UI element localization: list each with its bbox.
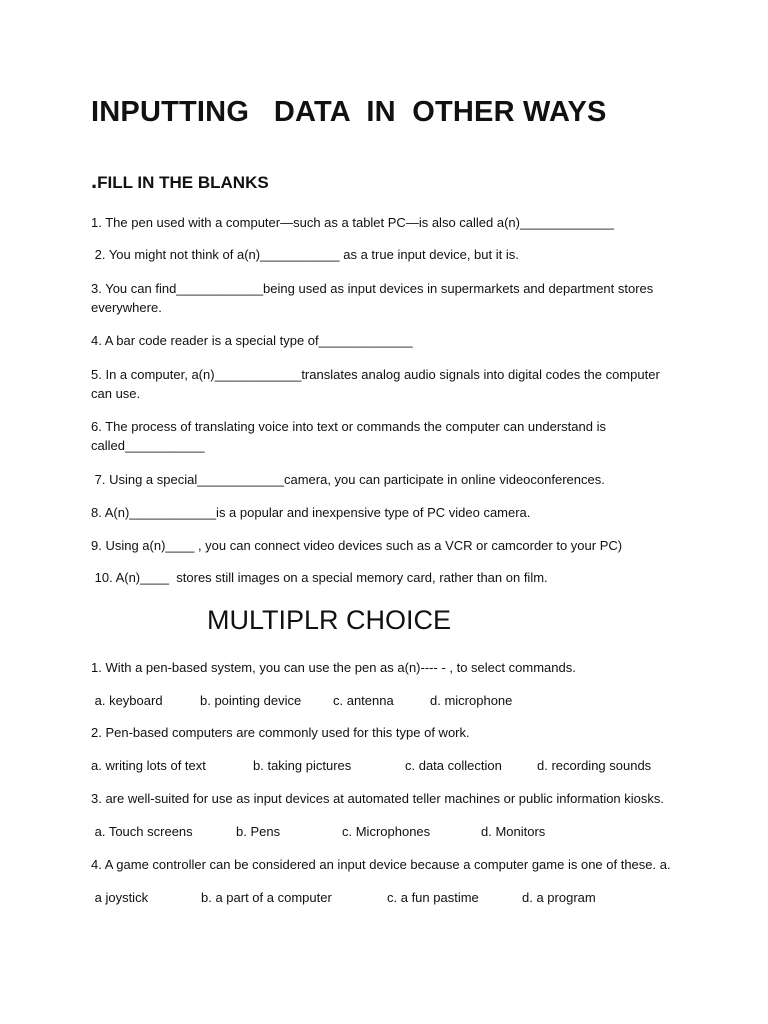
mc-option: d. recording sounds: [537, 758, 652, 773]
fill-question-3: 3. You can find____________being used as input devices in supermarkets and department stores everywhere.: [91, 281, 654, 315]
mc-question-4: 4. A game controller can be considered an input device because a computer game is one of these. a.: [91, 857, 671, 872]
mc-option: a joystick: [91, 890, 149, 905]
mc-option: b. a part of a computer: [201, 890, 332, 905]
mc-option: c. Microphones: [342, 824, 431, 839]
mc-option: d. a program: [522, 890, 596, 905]
fill-in-blanks-heading: [91, 168, 269, 194]
mc-option: b. Pens: [236, 824, 281, 839]
mc-option: a. writing lots of text: [91, 758, 206, 773]
mc-option: c. a fun pastime: [387, 890, 479, 905]
mc-question-2: 2. Pen-based computers are commonly used for this type of work.: [91, 725, 470, 740]
fill-question-2: 2. You might not think of a(n)___________ as a true input device, but it is.: [91, 247, 519, 262]
multiple-choice-heading: MULTIPLR CHOICE: [207, 605, 452, 635]
mc-option: b. taking pictures: [253, 758, 352, 773]
fill-question-6: 6. The process of translating voice into text or commands the computer can understand is called___________: [91, 419, 606, 453]
mc-question-3: 3. are well-suited for use as input devices at automated teller machines or public information kiosks.: [91, 791, 665, 806]
mc-option: d. microphone: [430, 693, 513, 708]
mc-option: c. antenna: [333, 693, 394, 708]
mc-option: a. keyboard: [91, 693, 163, 708]
fill-question-9: 9. Using a(n)____ , you can connect video devices such as a VCR or camcorder to your PC): [91, 538, 623, 553]
mc-options-3: [91, 822, 711, 841]
fill-question-8: 8. A(n)____________is a popular and inexpensive type of PC video camera.: [91, 505, 531, 520]
fill-question-10: 10. A(n)____ stores still images on a special memory card, rather than on film.: [91, 570, 548, 585]
mc-option: a. Touch screens: [91, 824, 193, 839]
fill-question-4: 4. A bar code reader is a special type of_____________: [91, 333, 413, 348]
mc-option: d. Monitors: [481, 824, 546, 839]
fill-question-7: 7. Using a special____________camera, you can participate in online videoconferences.: [91, 472, 605, 487]
fill-question-1: 1. The pen used with a computer—such as a tablet PC—is also called a(n)_____________: [91, 215, 614, 230]
mc-options-4: [91, 888, 711, 907]
page-title: INPUTTING DATA IN OTHER WAYS: [91, 96, 607, 128]
fill-in-blanks-heading-text: FILL IN THE BLANKS: [97, 173, 269, 192]
mc-options-2: [91, 756, 711, 775]
mc-option: b. pointing device: [200, 693, 302, 708]
mc-question-1: 1. With a pen-based system, you can use the pen as a(n)---- - , to select commands.: [91, 660, 576, 675]
heading-dot: .: [91, 168, 98, 193]
mc-option: c. data collection: [405, 758, 502, 773]
mc-options-1: [91, 691, 711, 710]
fill-question-5: 5. In a computer, a(n)____________translates analog audio signals into digital codes the computer can use.: [91, 367, 660, 401]
